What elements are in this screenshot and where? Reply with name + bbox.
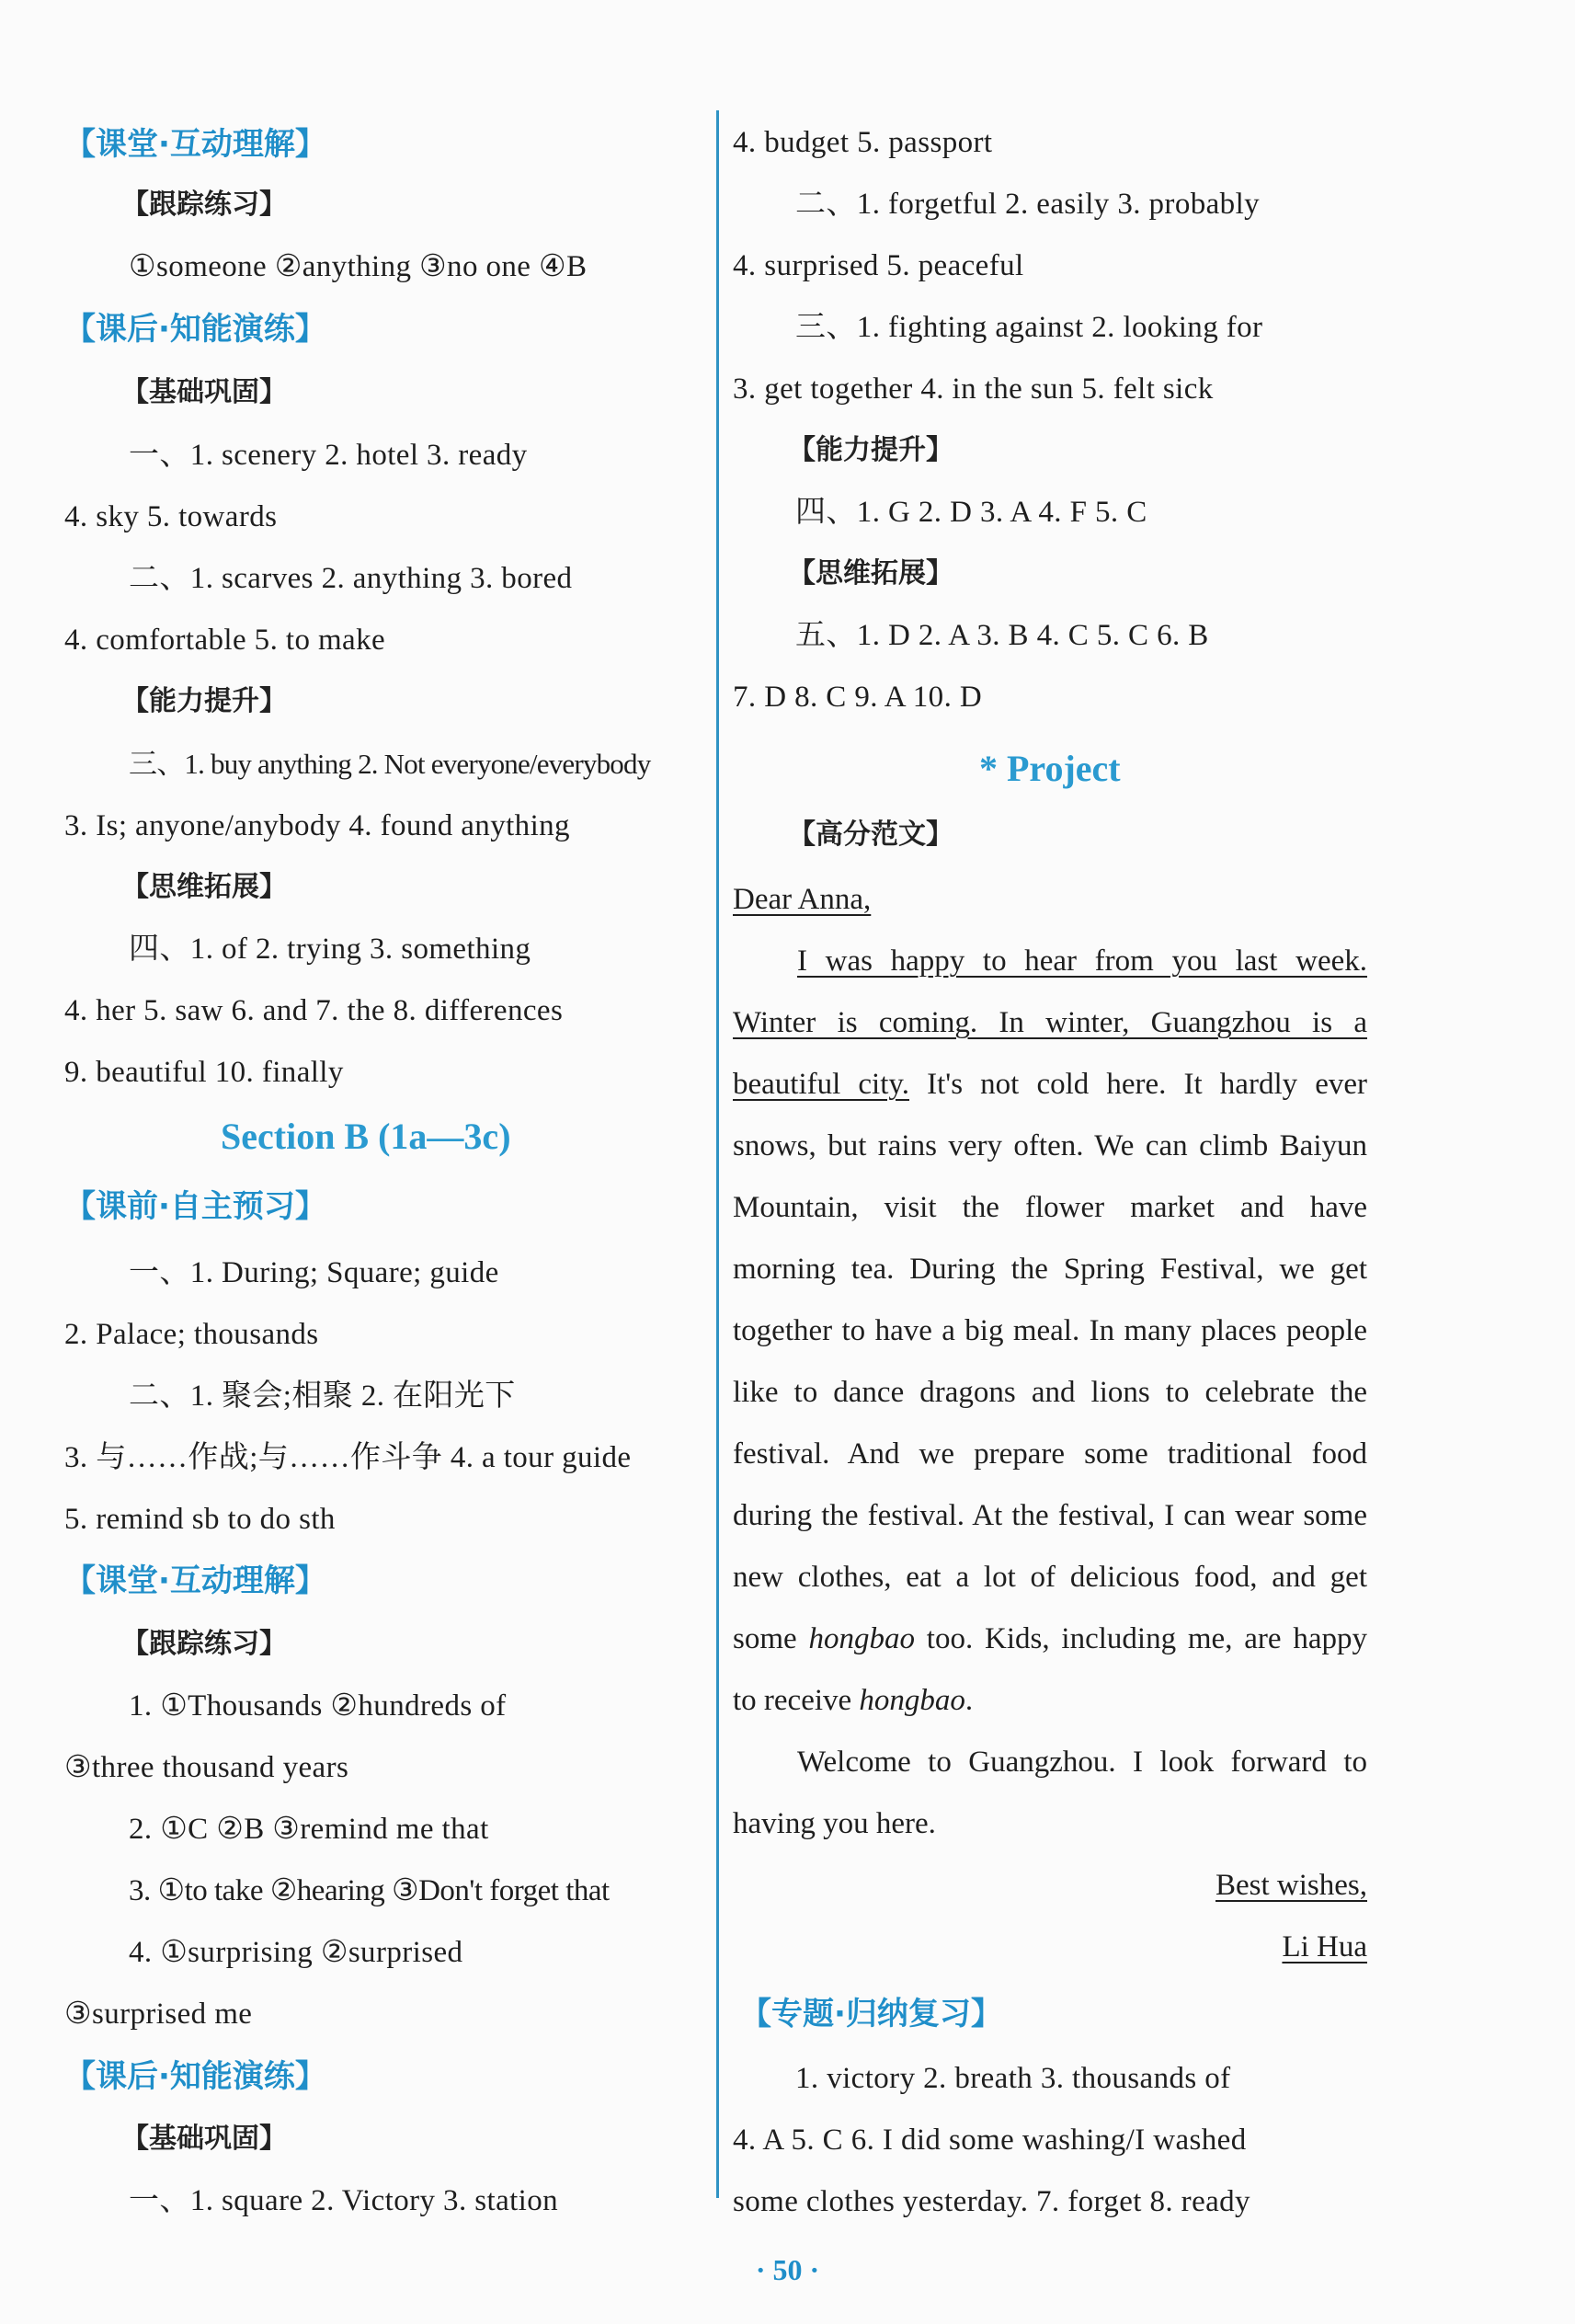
- answer-line: 一、1. square 2. Victory 3. station: [129, 2184, 559, 2217]
- answer-line: ③three thousand years: [64, 1751, 349, 1784]
- answer-line: 五、1. D 2. A 3. B 4. C 5. C 6. B: [795, 619, 1209, 652]
- essay-signature: Li Hua: [1282, 1930, 1367, 1963]
- page-number: · 50 ·: [755, 2253, 820, 2286]
- project-title: * Project: [979, 748, 1121, 789]
- subheader-model-essay: 【高分范文】: [788, 819, 953, 851]
- answer-line: 4. sky 5. towards: [64, 500, 278, 533]
- answer-line: 3. Is; anyone/anybody 4. found anything: [64, 809, 570, 842]
- section-header-after-class: 【课后·知能演练】: [64, 311, 326, 348]
- answer-line: 9. beautiful 10. finally: [64, 1056, 344, 1089]
- answer-line: 4. A 5. C 6. I did some washing/I washed: [733, 2124, 1247, 2157]
- column-divider: [716, 110, 719, 2198]
- answer-line: 4. comfortable 5. to make: [64, 624, 386, 657]
- answer-line: 4. surprised 5. peaceful: [733, 249, 1024, 282]
- answer-line: 一、1. During; Square; guide: [129, 1256, 499, 1289]
- answer-line: 4. her 5. saw 6. and 7. the 8. differences: [64, 994, 564, 1027]
- answer-line: 3. 与……作战;与……作斗争 4. a tour guide: [64, 1441, 632, 1474]
- answer-line: 5. remind sb to do sth: [64, 1503, 336, 1536]
- answer-line: 2. ①C ②B ③remind me that: [129, 1813, 489, 1846]
- answer-line: 1. ①Thousands ②hundreds of: [129, 1689, 507, 1723]
- answer-line: some clothes yesterday. 7. forget 8. ready: [733, 2185, 1250, 2218]
- answer-line: 三、1. fighting against 2. looking for: [795, 311, 1263, 344]
- essay-closing: Best wishes,: [1215, 1869, 1367, 1902]
- section-b-title: Section B (1a—3c): [221, 1116, 511, 1157]
- essay-paragraph-1: I was happy to hear from you last week. Winter is coming. In winter, Guangzhou is a beautiful city. It's not cold here. It hardly ever snows, but rains very often. We can climb Baiyun Mountain, visit the flower market and have morning tea. During the Spring Festival, we get together to have a big meal. In many places people like to dance dragons and lions to celebrate the festival. And we prepare some traditional food during the festival. At the festival, I can wear some new clothes, eat a lot of delicious food, and get some hongbao too. Kids, including me, are happy to receive hongbao.: [733, 944, 1368, 1717]
- model-essay: [733, 869, 1367, 1978]
- answer-line: 3. ①to take ②hearing ③Don't forget that: [129, 1874, 610, 1907]
- section-header-classroom: 【课堂·互动理解】: [64, 126, 326, 163]
- essay-paragraph-2: Welcome to Guangzhou. I look forward to having you here.: [733, 1746, 1367, 1840]
- answer-line: 二、1. 聚会;相聚 2. 在阳光下: [129, 1380, 516, 1413]
- subheader-thinking: 【思维拓展】: [121, 871, 287, 903]
- answer-line: 4. budget 5. passport: [733, 126, 993, 159]
- answer-line: ①someone ②anything ③no one ④B: [129, 250, 588, 283]
- subheader-thinking: 【思维拓展】: [788, 557, 953, 590]
- answer-line: 4. ①surprising ②surprised: [129, 1936, 463, 1969]
- subheader-basics: 【基础巩固】: [121, 2123, 287, 2155]
- answer-line: 7. D 8. C 9. A 10. D: [733, 681, 983, 714]
- subheader-basics: 【基础巩固】: [121, 376, 287, 408]
- subheader-ability: 【能力提升】: [788, 434, 953, 466]
- section-header-review: 【专题·归纳复习】: [740, 1996, 1002, 2032]
- answer-line: ③surprised me: [64, 1998, 253, 2031]
- answer-line: 1. victory 2. breath 3. thousands of: [795, 2062, 1231, 2095]
- subheader-practice: 【跟踪练习】: [121, 189, 287, 221]
- answer-line: 二、1. forgetful 2. easily 3. probably: [795, 188, 1261, 221]
- answer-line: 四、1. of 2. trying 3. something: [129, 933, 531, 966]
- section-header-after-class: 【课后·知能演练】: [64, 2058, 326, 2095]
- answer-line: 2. Palace; thousands: [64, 1318, 319, 1351]
- section-header-classroom: 【课堂·互动理解】: [64, 1563, 326, 1599]
- section-header-preview: 【课前·自主预习】: [64, 1188, 326, 1225]
- answer-line: 四、1. G 2. D 3. A 4. F 5. C: [795, 496, 1147, 529]
- answer-line: 3. get together 4. in the sun 5. felt sick: [733, 372, 1214, 406]
- answer-line: 二、1. scarves 2. anything 3. bored: [129, 562, 573, 595]
- subheader-practice: 【跟踪练习】: [121, 1628, 287, 1660]
- essay-greeting: Dear Anna,: [733, 883, 872, 916]
- subheader-ability: 【能力提升】: [121, 685, 287, 717]
- answer-line: 三、1. buy anything 2. Not everyone/everybody: [129, 748, 651, 780]
- answer-line: 一、1. scenery 2. hotel 3. ready: [129, 439, 528, 472]
